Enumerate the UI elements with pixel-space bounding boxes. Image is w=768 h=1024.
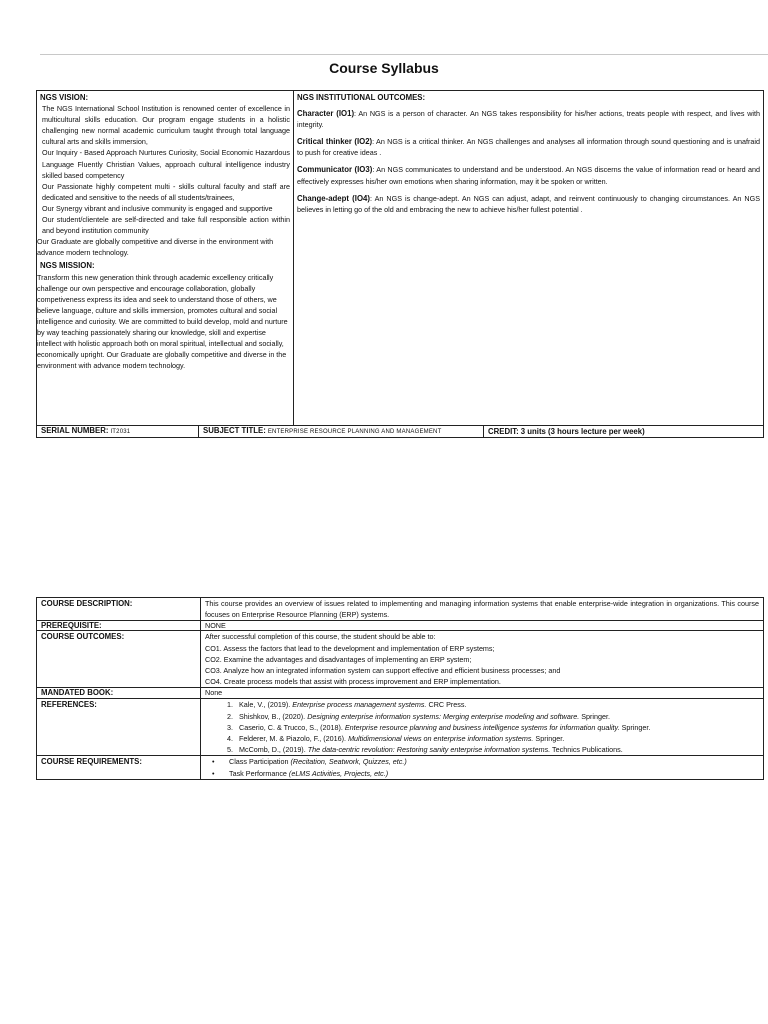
vision-heading: NGS VISION:	[40, 93, 89, 102]
outcome-label: Critical thinker (IO2)	[297, 137, 373, 147]
outcome-item	[297, 108, 760, 130]
reference-author: Shishkov, B., (2020).	[239, 711, 308, 721]
reference-publisher: Springer.	[579, 711, 611, 721]
serial-number-value: IT2031	[110, 429, 131, 435]
reference-title: The data-centric revolution: Restoring sanity enterprise information systems.	[307, 745, 551, 755]
outcome-label: Character (IO1)	[297, 109, 355, 119]
vision-paragraph: Our Passionate highly competent multi - skills cultural faculty and staff are dedicated and sensitive to the needs of all students/trainees,	[42, 181, 290, 202]
requirement-item	[229, 756, 759, 767]
requirement-name: Task Performance	[229, 768, 289, 778]
vision-paragraph: Our Inquiry - Based Approach Nurtures Curiosity, Social Economic Hazardous Language Fluently Christian Values, approach cultural intelligence industry skilled based competency	[42, 148, 290, 180]
reference-item	[235, 711, 759, 722]
subject-title-value: ENTERPRISE RESOURCE PLANNING AND MANAGEMENT	[267, 429, 442, 435]
reference-item	[235, 722, 759, 733]
course-requirements-label: COURSE REQUIREMENTS:	[37, 756, 201, 779]
outcome-item	[297, 193, 760, 215]
prerequisite-value: NONE	[201, 621, 764, 631]
course-outcome-item: CO3. Analyze how an integrated information system can support effective and efficient business processes; and	[205, 666, 561, 676]
course-outcome-item: CO1. Assess the factors that lead to the development and implementation of ERP systems;	[205, 643, 495, 653]
vision-paragraph: Our Synergy vibrant and inclusive community is engaged and supportive	[42, 203, 273, 213]
requirement-detail: (Recitation, Seatwork, Quizzes, etc.)	[290, 757, 407, 767]
mission-text: Transform this new generation think through academic excellency critically challenge our own perspective and encourage collaboration, globally competiveness express its idea and seek to understand those of others, we believe language, culture and skills immersion, promotes cultural and social intelligence and curiosity. We are committed to build develop, mold and nurture by way teaching passionately sharing our knowledge, skill and expertise intellect with holistic approach both on moral spiritual, intellectual and socially, economically upright. Our Graduate are globally competitive and diverse in the environment with advance modern technology.	[37, 272, 288, 371]
references-list	[205, 699, 759, 755]
reference-item	[235, 744, 759, 755]
requirement-name: Class Participation	[229, 757, 291, 767]
reference-author: Kale, V., (2019).	[239, 700, 293, 710]
outcome-text: : An NGS is a critical thinker. An NGS challenges and analyses all information through sound questioning and is unafraid to push for creative ideas .	[297, 137, 760, 158]
reference-author: McComb, D., (2019).	[239, 745, 308, 755]
institutional-outcomes-cell	[294, 91, 764, 426]
reference-publisher: CRC Press.	[426, 700, 467, 710]
vision-closing: Our Graduate are globally competitive and diverse in the environment with advance modern technology.	[37, 237, 274, 258]
reference-publisher: Technics Publications.	[550, 745, 623, 755]
mandated-book-value: None	[201, 688, 764, 699]
requirement-detail: (eLMS Activities, Projects, etc.)	[288, 768, 389, 778]
subject-title-label: SUBJECT TITLE:	[203, 426, 266, 435]
reference-title: Multidimensional views on enterprise information systems.	[348, 734, 534, 744]
requirement-item	[229, 768, 759, 779]
outcome-label: Change-adept (IO4)	[297, 193, 370, 203]
vision-mission-cell	[37, 91, 294, 426]
reference-author: Felderer, M. & Piazolo, F., (2016).	[239, 734, 349, 744]
reference-item	[235, 699, 759, 710]
reference-title: Enterprise process management systems.	[292, 700, 427, 710]
vision-paragraph: Our student/clientele are self-directed and take full responsible action within and beyond institution community	[42, 215, 290, 236]
reference-item	[235, 733, 759, 744]
outcome-text: : An NGS communicates to understand and be understood. An NGS discerns the value of information read or heard and effectively expresses his/her own emotions when sharing information, may it be spoken or written.	[297, 165, 760, 186]
outcome-item	[297, 164, 760, 186]
subject-info-row	[36, 425, 764, 438]
reference-author: Caserio, C. & Trucco, S., (2018).	[239, 722, 345, 732]
vision-paragraph: The NGS International School Institution is renowned center of excellence in multicultural skills education. Our program engage students in a holistic challenging new normal academic curriculum taught through total language cultural arts and skills immersion,	[42, 104, 290, 147]
credit-value: 3 units (3 hours lecture per week)	[520, 426, 645, 436]
reference-title: Designing enterprise information systems: Merging enterprise modeling and software.	[307, 711, 580, 721]
mandated-book-label: MANDATED BOOK:	[37, 688, 201, 699]
course-details-table	[36, 597, 764, 780]
course-description-value: This course provides an overview of issues related to implementing and managing information systems that enable enterprise-wide integration in organizations. This course focuses on Enterprise Resource Planning (ERP) systems.	[201, 598, 764, 621]
credit-cell	[484, 426, 764, 438]
top-divider-line	[40, 54, 768, 55]
outcome-text: : An NGS is a person of character. An NGS takes responsibility for his/her actions, treats people with respect, and lives with integrity.	[297, 109, 760, 130]
reference-publisher: Springer.	[619, 722, 651, 732]
course-outcome-item: CO2. Examine the advantages and disadvantages of implementing an ERP system;	[205, 654, 472, 664]
outcomes-heading: NGS INSTITUTIONAL OUTCOMES:	[297, 93, 426, 102]
reference-title: Enterprise resource planning and business intelligence systems for information quality.	[344, 722, 620, 732]
course-outcome-item: CO4. Create process models that assist with process improvement and ERP implementation.	[205, 677, 501, 687]
course-description-label: COURSE DESCRIPTION:	[37, 598, 201, 621]
references-label: REFERENCES:	[37, 699, 201, 756]
course-requirements-value	[201, 756, 764, 779]
course-outcomes-label: COURSE OUTCOMES:	[37, 631, 201, 688]
outcomes-intro: After successful completion of this course, the student should be able to:	[205, 632, 436, 642]
page-title: Course Syllabus	[329, 60, 439, 76]
outcome-text: : An NGS is change-adept. An NGS can adjust, adapt, and reinvent continuously to changing circumstances. An NGS believes in letting go of the old and embracing the new to achieve his/her fullest potential .	[297, 193, 760, 214]
prerequisite-label: PREREQUISITE:	[37, 621, 201, 631]
references-value	[201, 699, 764, 756]
subject-title-cell	[199, 426, 484, 438]
credit-label: CREDIT:	[488, 426, 519, 436]
serial-number-label: SERIAL NUMBER:	[41, 426, 109, 435]
course-outcomes-value	[201, 631, 764, 688]
reference-publisher: Springer.	[533, 734, 565, 744]
requirements-list	[205, 756, 759, 778]
vision-outcomes-table	[36, 90, 764, 426]
outcome-item	[297, 136, 760, 158]
mission-heading: NGS MISSION:	[40, 261, 95, 271]
serial-number-cell	[37, 426, 199, 438]
outcome-label: Communicator (IO3)	[297, 165, 373, 175]
